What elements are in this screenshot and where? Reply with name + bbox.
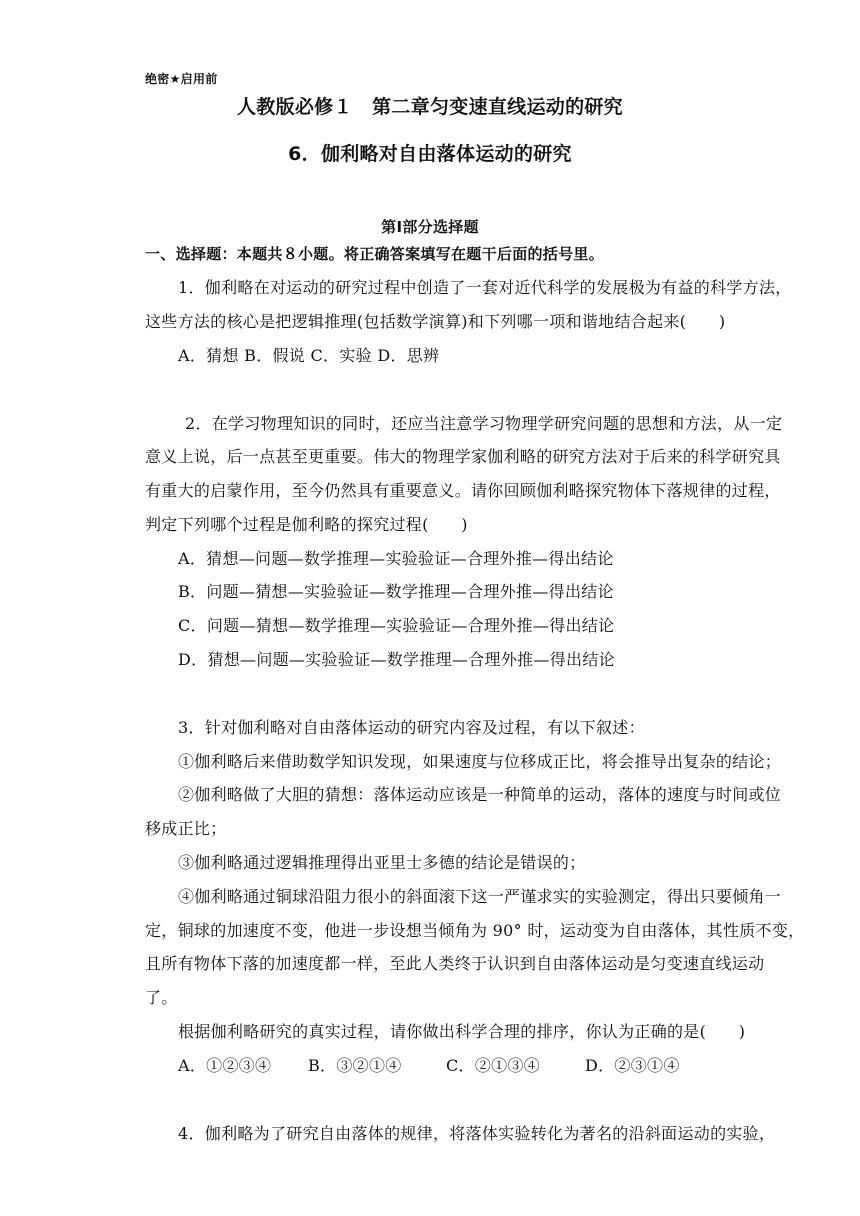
q2-stem-line1: 2．在学习物理知识的同时，还应当注意学习物理学研究问题的思想和方法，从一定 (185, 414, 783, 433)
q4-stem-line1: 4．伽利略为了研究自由落体的规律，将落体实验转化为著名的沿斜面运动的实验， (178, 1124, 776, 1143)
course-title: 人教版必修１ 第二章匀变速直线运动的研究 (236, 96, 623, 118)
q3-option-b: B．③②①④ (308, 1056, 402, 1075)
q3-statement-4-line4: 了。 (145, 988, 178, 1007)
q3-statement-1: ①伽利略后来借助数学知识发现，如果速度与位移成正比，将会推导出复杂的结论； (178, 752, 782, 771)
q3-question: 根据伽利略研究的真实过程，请你做出科学合理的排序，你认为正确的是( ) (178, 1022, 746, 1041)
q2-option-a: A．猜想—问题—数学推理—实验验证—合理外推—得出结论 (178, 549, 614, 568)
q2-stem-line3: 有重大的启蒙作用，至今仍然具有重要意义。请你回顾伽利略探究物体下落规律的过程， (145, 481, 781, 500)
q2-option-b: B．问题—猜想—实验验证—数学推理—合理外推—得出结论 (178, 582, 614, 601)
q1-options: A．猜想 B．假说 C．实验 D．思辨 (178, 346, 440, 365)
q2-stem-line2: 意义上说，后一点甚至更重要。伟大的物理学家伽利略的研究方法对于后来的科学研究具 (145, 447, 781, 466)
q1-stem-line1: 1．伽利略在对运动的研究过程中创造了一套对近代科学的发展极为有益的科学方法， (178, 278, 792, 297)
q2-option-d: D．猜想—问题—实验验证—数学推理—合理外推—得出结论 (178, 650, 615, 669)
q3-statement-4-line3: 且所有物体下落的加速度都一样，至此人类终于认识到自由落体运动是匀变速直线运动 (145, 954, 765, 973)
q3-option-a: A．①②③④ (178, 1056, 272, 1075)
q3-statement-2-line2: 移成正比； (145, 819, 227, 838)
q3-statement-4-line2: 定，铜球的加速度不变，他进一步设想当倾角为 90° 时，运动变为自由落体，其性质不变， (145, 921, 805, 940)
lesson-title: 6．伽利略对自由落体运动的研究 (288, 143, 572, 165)
q2-stem-line4: 判定下列哪个过程是伽利略的探究过程( ) (145, 515, 468, 534)
part-title: 第Ⅰ部分选择题 (381, 218, 479, 236)
q3-option-d: D．②③①④ (585, 1056, 680, 1075)
q3-statement-4-line1: ④伽利略通过铜球沿阻力很小的斜面滚下这一严谨求实的实验测定，得出只要倾角一 (178, 887, 782, 906)
q3-statement-3: ③伽利略通过逻辑推理得出亚里士多德的结论是错误的； (178, 853, 586, 872)
section-instructions: 一、选择题：本题共８小题。将正确答案填写在题干后面的括号里。 (145, 245, 605, 263)
secret-label: 绝密★启用前 (145, 72, 218, 86)
q3-statement-2-line1: ②伽利略做了大胆的猜想：落体运动应该是一种简单的运动，落体的速度与时间或位 (178, 785, 782, 804)
q3-option-c: C．②①③④ (446, 1056, 541, 1075)
q3-stem: 3．针对伽利略对自由落体运动的研究内容及过程，有以下叙述： (178, 718, 645, 737)
q2-option-c: C．问题—猜想—数学推理—实验验证—合理外推—得出结论 (178, 616, 615, 635)
q1-stem-line2: 这些方法的核心是把逻辑推理(包括数学演算)和下列哪一项和谐地结合起来( ) (145, 312, 726, 331)
